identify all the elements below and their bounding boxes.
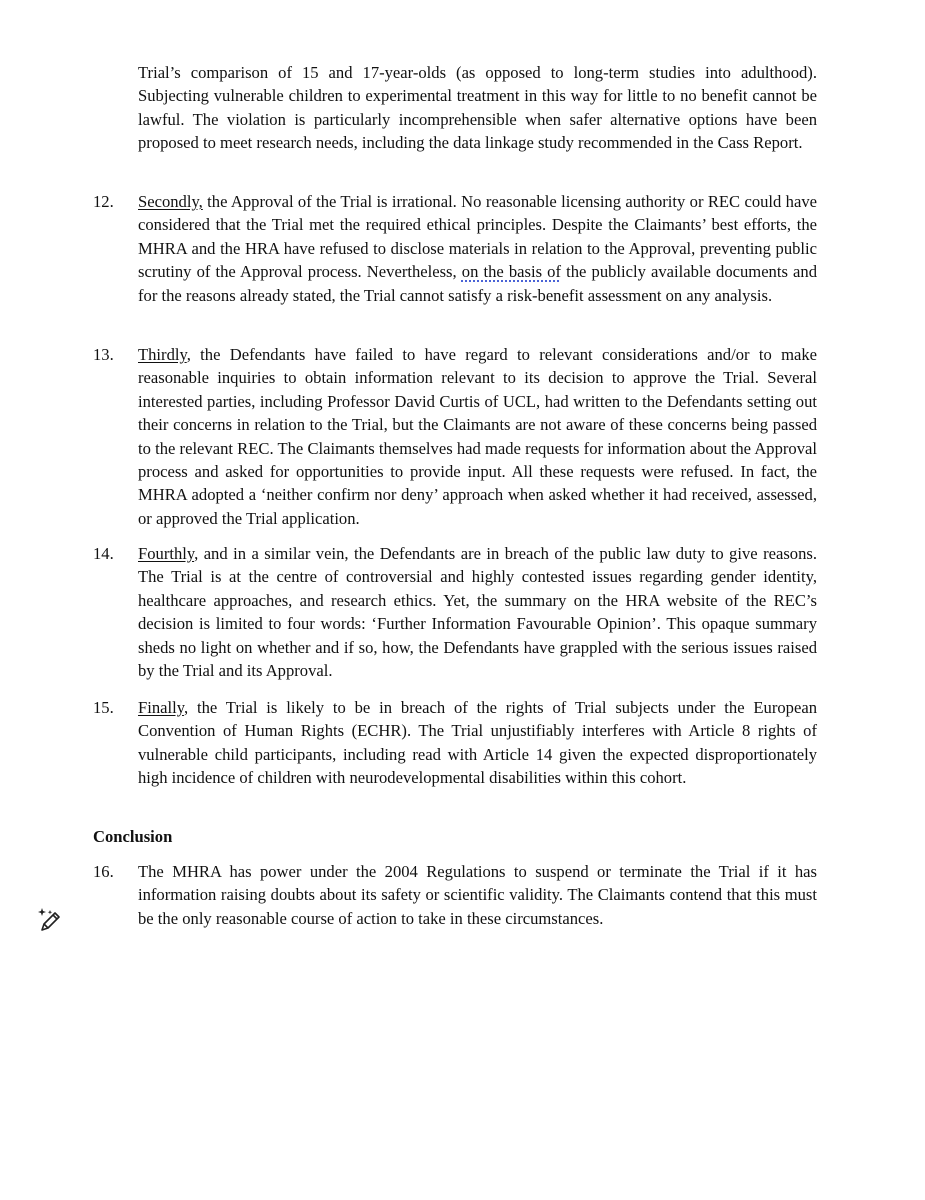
paragraph-number-13: 13. — [93, 345, 114, 364]
paragraph-16 — [138, 860, 817, 930]
paragraph-13-lead: Thirdly — [138, 345, 187, 364]
paragraph-15-text: , the Trial is likely to be in breach of the rights of Trial subjects under the European Convention of Human Rights (ECHR). The Trial unjustifiably interferes with Article 8 rights of vulnerable child participants, including read with Article 14 given the expected disproportionately high incidence of children with neurodevelopmental disabilities within this cohort. — [138, 698, 817, 788]
magic-wand-pen-icon-graphic — [36, 906, 64, 934]
paragraph-14-lead: Fourthly — [138, 544, 195, 563]
paragraph-number-15: 15. — [93, 698, 114, 717]
magic-wand-pen-icon[interactable] — [36, 906, 64, 934]
paragraph-12 — [138, 190, 817, 307]
conclusion-heading: Conclusion — [93, 827, 173, 846]
paragraph-number-14: 14. — [93, 544, 114, 563]
continuation-paragraph — [138, 61, 817, 155]
continuation-text: Trial’s comparison of 15 and 17-year-olds (as opposed to long-term studies into adulthood). Subjecting vulnerable children to experimental treatment in this way for little to no benefit cannot be lawful. The violation is particularly incomprehensible when safer alternative options have been proposed to meet research needs, including the data linkage study recommended in the Cass Report. — [138, 63, 817, 153]
paragraph-14 — [138, 542, 817, 682]
paragraph-14-text: , and in a similar vein, the Defendants are in breach of the public law duty to give reasons. The Trial is at the centre of controversial and highly contested issues regarding gender identity, healthcare approaches, and research ethics. Yet, the summary on the HRA website of the REC’s decision is limited to four words: ‘Further Information Favourable Opinion’. This opaque summary sheds no light on whether and if so, how, the Defendants have grappled with the serious issues raised by the Trial and its Approval. — [138, 544, 817, 681]
paragraph-12-text-b: the publicly available documents and for the reasons already stated, the Trial cannot satisfy a risk-benefit assessment on any analysis. — [138, 262, 817, 305]
paragraph-13-text: , the Defendants have failed to have regard to relevant considerations and/or to make reasonable inquiries to obtain information relevant to its decision to approve the Trial. Several interested parties, including Professor David Curtis of UCL, had written to the Defendants setting out their concerns in relation to the Trial, but the Claimants are not aware of these concerns being passed to the relevant REC. The Claimants themselves had made requests for information about the Approval process and asked for opportunities to provide input. All these requests were refused. In fact, the MHRA adopted a ‘neither confirm nor deny’ approach when asked whether it had received, assessed, or approved the Trial application. — [138, 345, 817, 528]
paragraph-16-text: The MHRA has power under the 2004 Regulations to suspend or terminate the Trial if it has information raising doubts about its safety or scientific validity. The Claimants contend that this must be the only reasonable course of action to take in these circumstances. — [138, 862, 817, 928]
paragraph-13 — [138, 343, 817, 530]
paragraph-number-16: 16. — [93, 862, 114, 881]
paragraph-number-12: 12. — [93, 192, 114, 211]
paragraph-12-lead: Secondly, — [138, 192, 203, 211]
grammar-suggestion-underline[interactable]: on the basis of — [461, 262, 562, 282]
paragraph-15 — [138, 696, 817, 790]
paragraph-12-text-a: the Approval of the Trial is irrational. No reasonable licensing authority or REC could have considered that the Trial met the required ethical principles. Despite the Claimants’ best efforts, the MHRA and the HRA have refused to disclose materials in relation to the Approval, preventing public scrutiny of the Approval process. Nevertheless, — [138, 192, 817, 282]
paragraph-15-lead: Finally — [138, 698, 184, 717]
